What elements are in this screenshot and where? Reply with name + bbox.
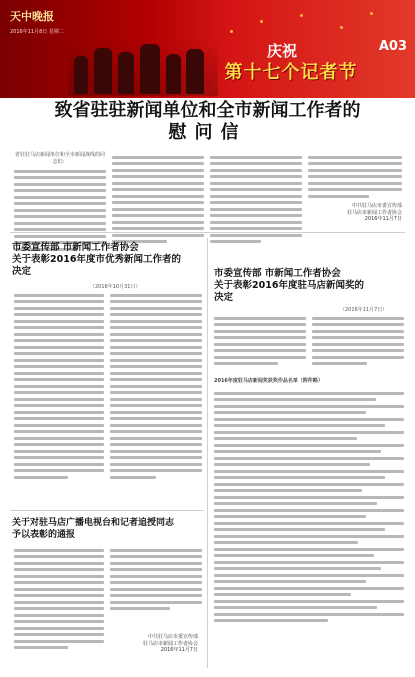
- section-a-date: （2016年10月31日）: [90, 284, 141, 290]
- section-b-date: （2016年11月7日）: [340, 307, 388, 313]
- section-c-col-1: [14, 545, 104, 653]
- section-c-title: 关于对驻马店广播电视台和记者追授同志 予以表彰的通报: [12, 518, 175, 540]
- decor-star-icon: [340, 26, 343, 29]
- journalist-silhouette: [74, 56, 88, 94]
- journalist-silhouette: [118, 52, 134, 94]
- section-b-col-2: [312, 313, 404, 369]
- section-b-title: 市委宣传部 市新闻工作者协会 关于表彰2016年度驻马店新闻奖的 决定: [214, 268, 364, 303]
- newspaper-masthead: 天中晚报: [10, 10, 54, 23]
- section-a-col-1: [14, 290, 104, 482]
- letter-signature: 中共驻马店市委宣传部 驻马店市新闻工作者协会 2016年11月7日: [346, 203, 402, 222]
- letter-salutation: 省驻驻马店新闻单位和全市新闻战线的同志们：: [14, 152, 105, 165]
- award-list: [214, 388, 404, 626]
- journalist-silhouette: [140, 44, 160, 94]
- letter-title: 致省驻驻新闻单位和全市新闻工作者的: [54, 100, 361, 121]
- column-divider: [207, 238, 208, 668]
- decor-star-icon: [300, 14, 303, 17]
- decor-star-icon: [230, 30, 233, 33]
- decor-star-icon: [260, 20, 263, 23]
- letter-title-2: 慰问信: [168, 122, 247, 143]
- section-c-col-2: [110, 545, 202, 614]
- section-divider: [10, 510, 204, 511]
- journalist-silhouette: [166, 54, 181, 94]
- masthead-banner: [0, 0, 415, 98]
- award-list-heading: 2016年度驻马店新闻奖获奖作品名单（附件略）: [214, 378, 323, 384]
- banner-headline: 第十七个记者节: [224, 62, 358, 83]
- section-a-col-2: [110, 290, 202, 482]
- section-a-title: 市委宣传部 市新闻工作者协会 关于表彰2016年度市优秀新闻工作者的 决定: [12, 242, 181, 277]
- decor-star-icon: [370, 12, 373, 15]
- letter-col-4: [308, 152, 402, 201]
- banner-headline-small: 庆祝: [266, 42, 297, 60]
- section-b-col-1: [214, 313, 306, 369]
- journalist-silhouette: [94, 48, 112, 94]
- section-divider: [10, 232, 405, 233]
- issue-date: 2016年11月8日 星期二: [10, 29, 64, 35]
- letter-col-1: [14, 152, 106, 254]
- page-number: A03: [378, 39, 407, 54]
- section-c-signature: 中共驻马店市委宣传部 驻马店市新闻工作者协会 2016年11月7日: [142, 634, 198, 653]
